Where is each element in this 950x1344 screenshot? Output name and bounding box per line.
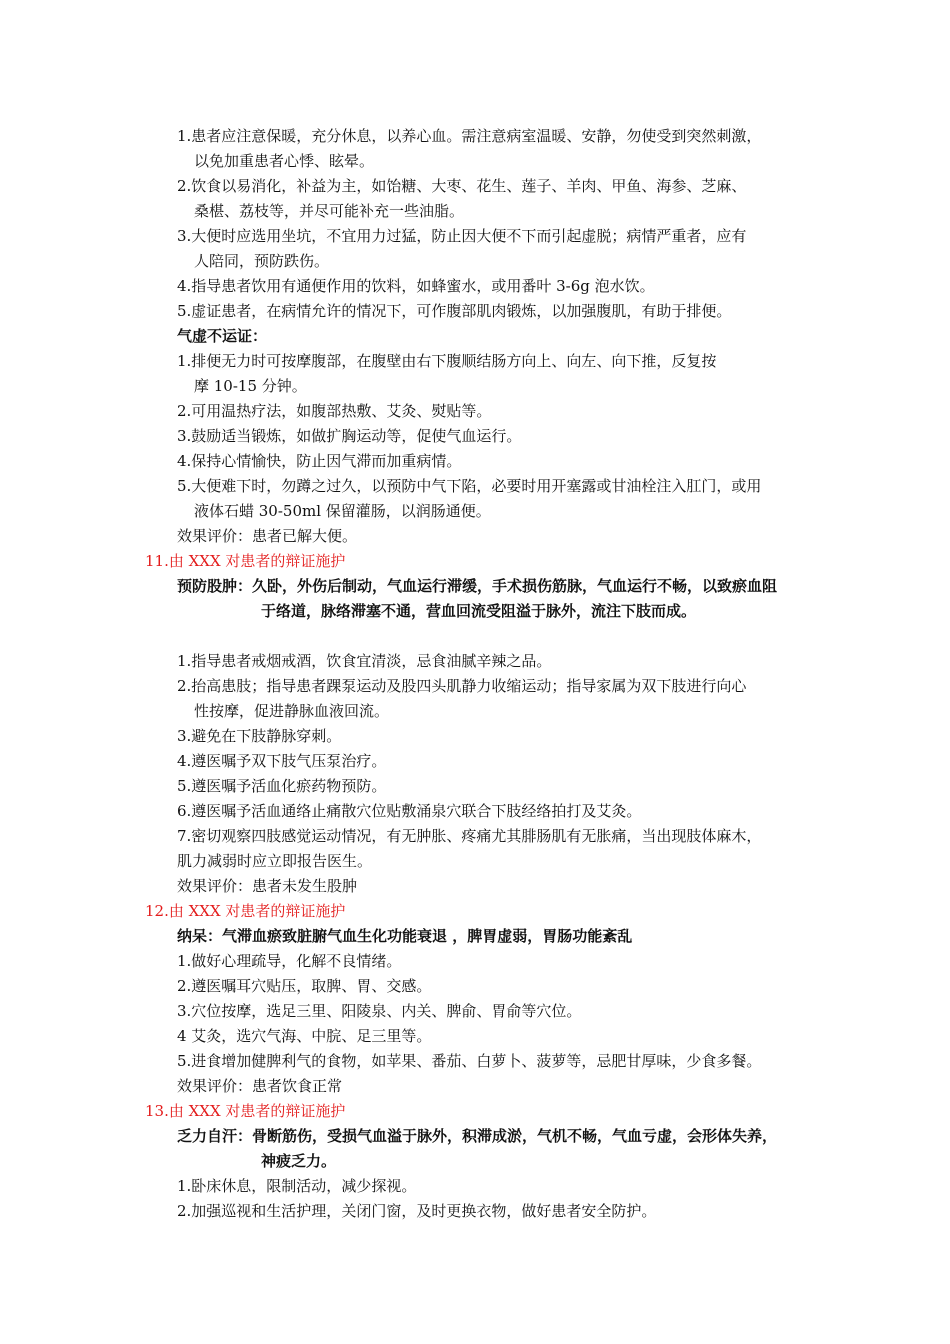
section-summary: 预防股肿：久卧，外伤后制动，气血运行滞缓，手术损伤筋脉，气血运行不畅，以致瘀血阻	[177, 577, 778, 595]
list-item: 4.指导患者饮用有通便作用的饮料，如蜂蜜水，或用番叶 3-6g 泡水饮。	[177, 277, 655, 295]
list-item: 3.避免在下肢静脉穿刺。	[177, 727, 342, 745]
section-summary-continuation: 于络道，脉络滞塞不通，营血回流受阻溢于脉外，流注下肢而成。	[261, 602, 697, 620]
list-item: 1.患者应注意保暖，充分休息，以养心血。需注意病室温暖、安静，勿使受到突然刺激，	[177, 127, 762, 145]
list-item: 7.密切观察四肢感觉运动情况，有无肿胀、疼痛尤其腓肠肌有无胀痛，当出现肢体麻木，	[177, 827, 762, 845]
section-summary: 乏力自汗：骨断筋伤，受损气血溢于脉外，积滞成淤，气机不畅，气血亏虚，会形体失养，	[177, 1127, 778, 1145]
list-item: 1.指导患者戒烟戒酒，饮食宜清淡，忌食油腻辛辣之品。	[177, 652, 552, 670]
section-heading: 12.由 XXX 对患者的辩证施护	[145, 902, 346, 920]
list-item: 4.遵医嘱予双下肢气压泵治疗。	[177, 752, 387, 770]
list-item-continuation: 液体石蜡 30-50ml 保留灌肠，以润肠通便。	[194, 502, 491, 520]
list-item-continuation: 性按摩，促进静脉血液回流。	[194, 702, 390, 720]
list-item-continuation: 以免加重患者心悸、眩晕。	[194, 152, 375, 170]
section-summary: 纳呆：气滞血瘀致脏腑气血生化功能衰退 ，脾胃虚弱，胃肠功能紊乱	[177, 927, 633, 945]
subsection-title: 气虚不运证：	[177, 327, 268, 345]
list-item: 6.遵医嘱予活血通络止痛散穴位贴敷涌泉穴联合下肢经络拍打及艾灸。	[177, 802, 642, 820]
section-heading: 11.由 XXX 对患者的辩证施护	[145, 552, 346, 570]
list-item: 3.穴位按摩，选足三里、阳陵泉、内关、脾俞、胃俞等穴位。	[177, 1002, 582, 1020]
list-item: 2.抬高患肢；指导患者踝泵运动及股四头肌静力收缩运动；指导家属为双下肢进行向心	[177, 677, 747, 695]
list-item: 2.可用温热疗法，如腹部热敷、艾灸、熨贴等。	[177, 402, 492, 420]
list-item-continuation: 桑椹、荔枝等，并尽可能补充一些油脂。	[194, 202, 465, 220]
list-item: 5.进食增加健脾利气的食物，如苹果、番茄、白萝卜、菠萝等，忌肥甘厚味，少食多餐。	[177, 1052, 762, 1070]
section-summary-continuation: 神疲乏力。	[261, 1152, 337, 1170]
evaluation-text: 效果评价：患者饮食正常	[177, 1077, 343, 1095]
list-item: 3.鼓励适当锻炼，如做扩胸运动等，促使气血运行。	[177, 427, 522, 445]
list-item-continuation: 肌力减弱时应立即报告医生。	[177, 852, 373, 870]
section-heading: 13.由 XXX 对患者的辩证施护	[145, 1102, 346, 1120]
list-item: 5.遵医嘱予活血化瘀药物预防。	[177, 777, 387, 795]
list-item: 1.做好心理疏导，化解不良情绪。	[177, 952, 402, 970]
list-item: 4 艾灸，选穴气海、中脘、足三里等。	[177, 1027, 432, 1045]
list-item: 1.卧床休息，限制活动，减少探视。	[177, 1177, 417, 1195]
list-item: 5.大便难下时，勿蹲之过久，以预防中气下陷，必要时用开塞露或甘油栓注入肛门，或用	[177, 477, 762, 495]
evaluation-text: 效果评价：患者已解大便。	[177, 527, 358, 545]
list-item-continuation: 摩 10-15 分钟。	[194, 377, 307, 395]
list-item: 5.虚证患者，在病情允许的情况下，可作腹部肌肉锻炼，以加强腹肌，有助于排便。	[177, 302, 732, 320]
list-item: 4.保持心情愉快，防止因气滞而加重病情。	[177, 452, 462, 470]
list-item-continuation: 人陪同，预防跌伤。	[194, 252, 330, 270]
list-item: 1.排便无力时可按摩腹部，在腹壁由右下腹顺结肠方向上、向左、向下推，反复按	[177, 352, 717, 370]
evaluation-text: 效果评价：患者未发生股肿	[177, 877, 358, 895]
list-item: 2.遵医嘱耳穴贴压，取脾、胃、交感。	[177, 977, 432, 995]
list-item: 2.加强巡视和生活护理，关闭门窗，及时更换衣物，做好患者安全防护。	[177, 1202, 657, 1220]
list-item: 3.大便时应选用坐坑，不宜用力过猛，防止因大便不下而引起虚脱；病情严重者，应有	[177, 227, 747, 245]
list-item: 2.饮食以易消化，补益为主，如饴糖、大枣、花生、莲子、羊肉、甲鱼、海参、芝麻、	[177, 177, 747, 195]
